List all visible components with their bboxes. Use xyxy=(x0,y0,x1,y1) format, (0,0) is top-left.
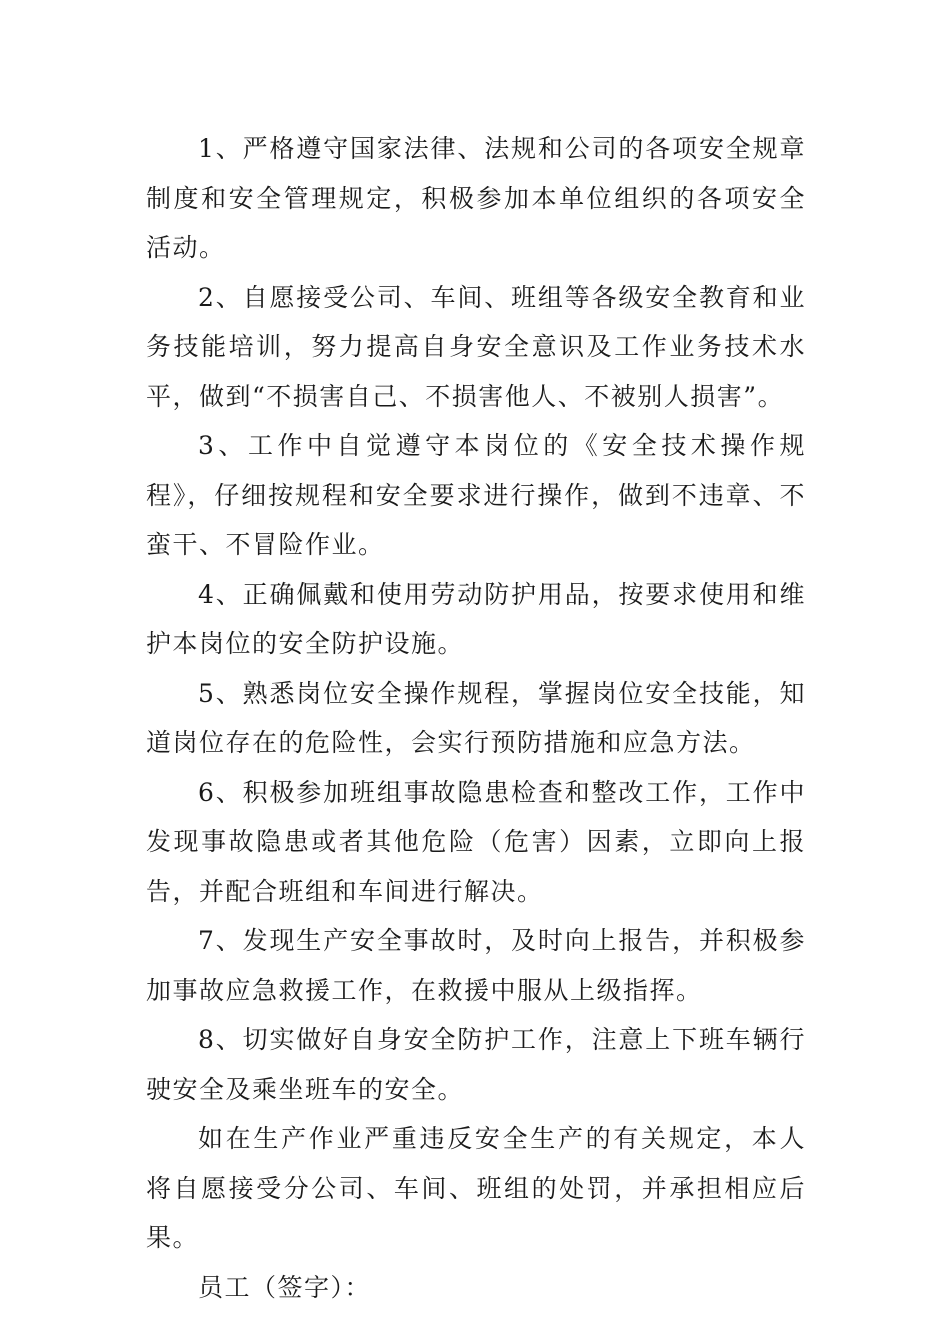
clause-7: 7、发现生产安全事故时，及时向上报告，并积极参加事故应急救援工作，在救援中服从上级指挥。 xyxy=(146,926,806,1005)
document-body xyxy=(146,124,806,1312)
closing-statement: 如在生产作业严重违反安全生产的有关规定，本人将自愿接受分公司、车间、班组的处罚，并承担相应后果。 xyxy=(146,1124,806,1252)
clause-1: 1、严格遵守国家法律、法规和公司的各项安全规章制度和安全管理规定，积极参加本单位组织的各项安全活动。 xyxy=(146,134,806,262)
signature-label: 员工（签字）： xyxy=(198,1272,372,1302)
clause-8: 8、切实做好自身安全防护工作，注意上下班车辆行驶安全及乘坐班车的安全。 xyxy=(146,1025,806,1104)
clause-5: 5、熟悉岗位安全操作规程，掌握岗位安全技能，知道岗位存在的危险性，会实行预防措施和应急方法。 xyxy=(146,678,806,757)
clause-3: 3、工作中自觉遵守本岗位的《安全技术操作规程》，仔细按规程和安全要求进行操作，做到不违章、不蛮干、不冒险作业。 xyxy=(146,431,806,559)
clause-2: 2、自愿接受公司、车间、班组等各级安全教育和业务技能培训，努力提高自身安全意识及工作业务技术水平，做到“不损害自己、不损害他人、不被别人损害”。 xyxy=(146,282,806,411)
clause-4: 4、正确佩戴和使用劳动防护用品，按要求使用和维护本岗位的安全防护设施。 xyxy=(146,579,806,658)
clause-6: 6、积极参加班组事故隐患检查和整改工作，工作中发现事故隐患或者其他危险（危害）因素，立即向上报告，并配合班组和车间进行解决。 xyxy=(146,777,806,906)
